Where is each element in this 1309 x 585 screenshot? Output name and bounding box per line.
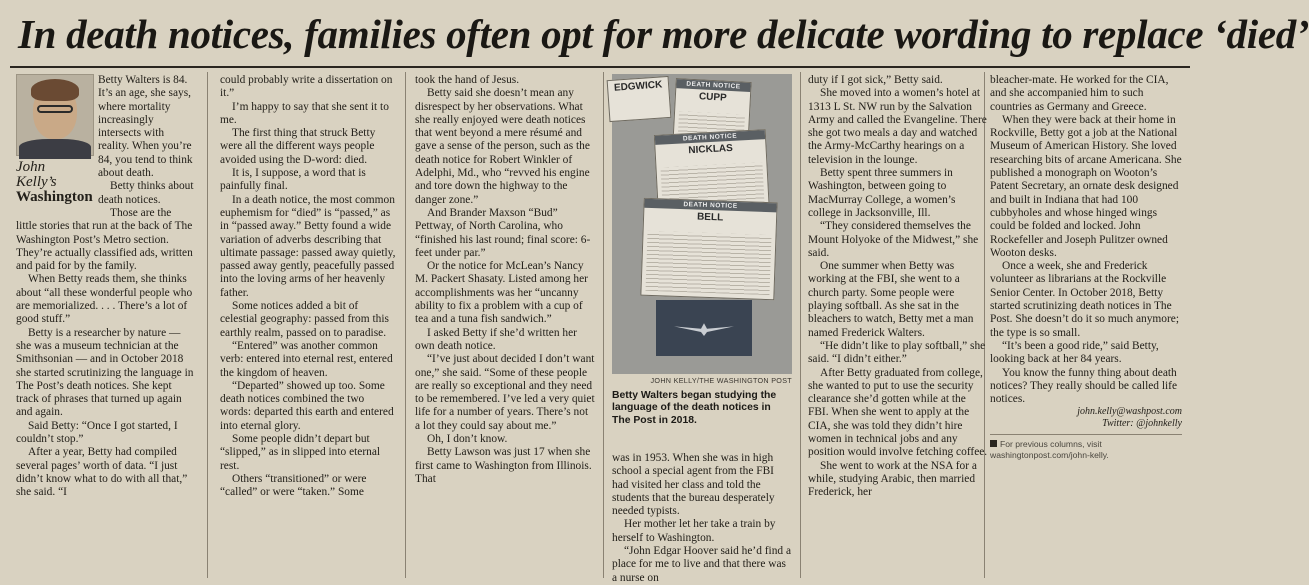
paragraph: Once a week, she and Frederick volunteer as librarians at the Rockville Senior Center. In October 2018, Betty started scrutinizing death notices in The Post. She doesn’t do it so much anymore; the type is so small. xyxy=(990,260,1179,339)
paragraph: Those are the little stories that run at the back of The Washington Post’s Metro section. They’re actually classified ads, written and paid for by the family. xyxy=(16,206,193,273)
headline: In death notices, families often opt for more delicate wording to replace ‘died’ xyxy=(18,11,1309,57)
paragraph: I asked Betty if she’d written her own death notice. xyxy=(415,326,577,352)
notice-name: CUPP xyxy=(698,91,728,104)
article-column-2 xyxy=(220,74,398,574)
paragraph: Some notices added a bit of celestial geography: passed from this earthly realm, passed on to paradise. xyxy=(220,300,389,339)
notice-name: BELL xyxy=(696,211,724,224)
paragraph: “Entered” was another common verb: entered into eternal rest, entered the kingdom of heaven. xyxy=(220,339,393,379)
column-divider xyxy=(405,72,406,578)
dove-image xyxy=(656,300,752,356)
notice-label: DEATH NOTICE xyxy=(655,130,765,145)
paragraph: Some people didn’t depart but “slipped,” as in slipped into eternal rest. xyxy=(220,433,381,472)
paragraph: bleacher-mate. He worked for the CIA, and she accompanied him to such countries as Germany and Greece. xyxy=(990,74,1169,113)
paragraph: You know the funny thing about death notices? They really should be called life notices. xyxy=(990,366,1178,406)
promo-text[interactable]: For previous columns, visit washingtonpost.com/john-kelly. xyxy=(990,439,1109,461)
article-column-6 xyxy=(990,74,1182,574)
article-column-1 xyxy=(16,74,194,574)
paragraph: I’m happy to say that she sent it to me. xyxy=(220,100,389,126)
author-email[interactable]: john.kelly@washpost.com xyxy=(1077,406,1182,418)
byline-column: Washington xyxy=(16,189,93,205)
promo-square-icon xyxy=(990,440,997,447)
paragraph: Betty Walters is 84. It’s an age, she says, where mortality increasingly intersects with reality. When you’re 84, you tend to think about death. xyxy=(98,74,193,180)
death-notice-clipping xyxy=(640,198,777,301)
paragraph: Said Betty: “Once I got started, I couldn’t stop.” xyxy=(16,419,178,446)
paragraph: Oh, I don’t know. xyxy=(427,433,508,446)
paragraph: The first thing that struck Betty were all the different ways people avoided using the D-word: died. xyxy=(220,127,376,166)
paragraph: Others “transitioned” or were “called” or were “taken.” Some xyxy=(220,472,367,499)
columnist-photo xyxy=(16,74,94,156)
paragraph: could probably write a dissertation on it.” xyxy=(220,74,393,100)
paragraph: “It’s been a good ride,” said Betty, looking back at her 84 years. xyxy=(990,339,1159,366)
paragraph: Betty said she doesn’t mean any disrespect by her observations. What she really enjoyed were death notices that went beyond a mere résumé and gave a sense of the person, such as the death notice for Robert Winkler of Adelphi, Md., who “revved his engine and tore down the highway to the danger zone.” xyxy=(415,87,590,206)
paragraph: was in 1953. When she was in high school a special agent from the FBI had visited her class and told the students that the bureau desperately needed typists. xyxy=(612,452,775,518)
paragraph: Betty spent three summers in Washington, between going to MacMurray College, a women’s college in Jacksonville, Ill. xyxy=(808,167,956,219)
paragraph: After Betty graduated from college, she wanted to put to use the security clearance she’d gotten while at the FBI. When she went to apply at the CIA, she was told they didn’t hire women in technical jobs and any position would involve fetching coffee. xyxy=(808,366,988,459)
paragraph: She moved into a women’s hotel at 1313 L St. NW run by the Salvation Army and called the Evangeline. There she got two meals a day and watched the Army-McCarthy hearings on a television in the lounge. xyxy=(808,87,987,166)
article-column-4 xyxy=(612,452,792,584)
paragraph: Betty Lawson was just 17 when she first came to Washington from Illinois. That xyxy=(415,446,592,485)
paragraph: Betty thinks about death notices. xyxy=(98,180,194,206)
paragraph: When Betty reads them, she thinks about “all these wonderful people who are memorialized. . . . There’s a lot of good stuff.” xyxy=(16,273,193,326)
paragraph: In a death notice, the most common euphemism for “died” is “passed,” as in “passed away.” Betty found a wide variation of adverbs describing that ultimate passage: passed away quietly, passed away gently, peacefully passed into the loving arms of her heavenly father. xyxy=(220,193,396,299)
article-column-3 xyxy=(415,74,595,574)
paragraph: “He didn’t like to play softball,” she said. “I didn’t either.” xyxy=(808,339,986,366)
previous-columns-promo xyxy=(990,434,1182,461)
paragraph: It is, I suppose, a word that is painfully final. xyxy=(220,167,366,193)
photo-caption: Betty Walters began studying the language of the death notices in The Post in 2018. xyxy=(612,390,777,426)
paragraph: And Brander Maxson “Bud” Pettway, of North Carolina, who “finished his last round; final score: 6-feet under par.” xyxy=(415,206,591,259)
byline-first: John xyxy=(16,159,46,175)
photo-credit: JOHN KELLY/THE WASHINGTON POST xyxy=(650,376,792,385)
notice-label: DEATH NOTICE xyxy=(644,199,776,213)
columnist-header xyxy=(16,74,92,205)
column-divider xyxy=(800,72,801,578)
paragraph: took the hand of Jesus. xyxy=(415,74,520,86)
paragraph: “They considered themselves the Mount Holyoke of the Midwest,” she said. xyxy=(808,220,979,259)
paragraph: Betty is a researcher by nature — she was a museum technician at the Smithsonian — and in October 2018 she started scrutinizing the language in The Post’s death notices. She kept track of phrases that turned up again and again. xyxy=(16,326,194,419)
headline-rule xyxy=(10,66,1190,68)
column-divider xyxy=(207,72,208,578)
street-tag: EDGWICK xyxy=(613,79,663,94)
paragraph: “I’ve just about decided I don’t want one,” she said. “Some of these people are really so exceptional and they need to be remembered. I’ve led a very quiet life for a number of years. There’s not a lot they could say about me.” xyxy=(415,353,595,432)
column-byline xyxy=(16,160,92,205)
paragraph: Her mother let her take a train by herself to Washington. xyxy=(612,518,776,544)
paragraph: She went to work at the NSA for a while, studying Arabic, then married Frederick, her xyxy=(808,459,977,499)
article-column-5 xyxy=(808,74,988,574)
column-divider xyxy=(603,72,604,578)
author-twitter[interactable]: Twitter: @johnkelly xyxy=(1102,418,1182,430)
paragraph: duty if I got sick,” Betty said. xyxy=(808,74,943,86)
paragraph: “Departed” showed up too. Some death notices combined the two words: departed this earth and entered into eternal glory. xyxy=(220,379,394,432)
death-notice-clipping xyxy=(607,76,672,122)
paragraph: “John Edgar Hoover said he’d find a place for me to live and that there was a nurse on xyxy=(612,545,792,584)
byline-last: Kelly’s xyxy=(16,174,57,190)
paragraph: When they were back at their home in Rockville, Betty got a job at the National Museum of American History. She loved researching bits of arcane Americana. She published a monograph on Wooton’s Patent Secretary, an ornate desk designed and built in Indiana that had 100 cubbyholes and whose hinged wings could be folded and locked. John Rockefeller and Joseph Pulitzer owned Wooton desks. xyxy=(990,113,1182,259)
death-notices-photo xyxy=(612,74,792,374)
paragraph: One summer when Betty was working at the FBI, she went to a church party. Some people were playing softball. As she sat in the bleachers to watch, Betty met a man named Frederick Walters. xyxy=(808,260,974,339)
paragraph: Or the notice for McLean’s Nancy M. Packert Shasaty. Listed among her accomplishments was her “uncanny ability to fix a problem with a cup of tea and a tuna fish sandwich.” xyxy=(415,260,588,326)
paragraph: After a year, Betty had compiled several pages’ worth of data. “I just didn’t know what to do with all that,” she said. “I xyxy=(16,446,188,499)
notice-name: NICKLAS xyxy=(688,142,734,157)
notice-label: DEATH NOTICE xyxy=(676,79,750,92)
